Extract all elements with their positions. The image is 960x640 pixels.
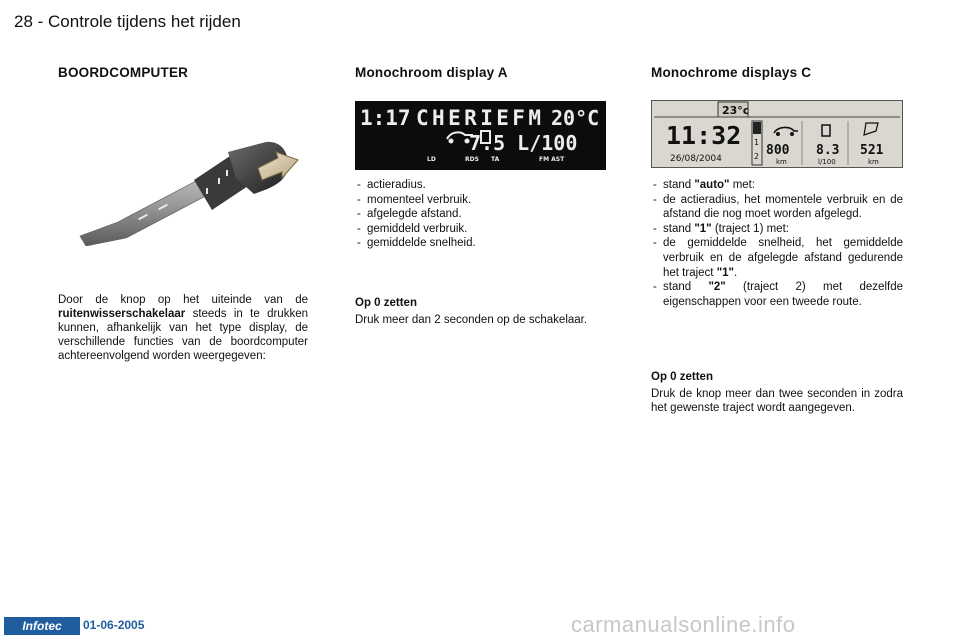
display-a-label-fm: FM AST — [539, 156, 565, 163]
list-subitem — [651, 236, 903, 280]
display-c-value-3: 521 — [860, 143, 884, 158]
finish-flag-icon — [864, 123, 878, 135]
display-c-temperature: 23°c — [722, 104, 750, 117]
boordcomputer-heading: BOORDCOMPUTER — [58, 65, 189, 80]
display-a-function-list — [355, 178, 605, 251]
wiper-stalk-illustration — [78, 138, 306, 246]
list-item: - afgelegde afstand. — [355, 207, 605, 222]
display-a-reset-heading: Op 0 zetten — [355, 297, 417, 309]
display-c-mode-list — [651, 178, 903, 309]
mode-1-trip-label: "1" — [716, 266, 735, 279]
boordcomputer-intro-text — [58, 293, 308, 363]
display-c-clock: 11:32 — [666, 121, 742, 150]
display-c-unit-1: km — [776, 158, 787, 166]
display-c-date: 26/08/2004 — [670, 154, 722, 164]
mode-1-period: . — [734, 266, 738, 279]
list-item — [651, 280, 903, 309]
print-date: 01-06-2005 — [83, 618, 145, 632]
display-c-reset-text: Druk de knop meer dan twee seconden in zodra het gewenste traject wordt aangegeven. — [651, 388, 903, 414]
display-a-label-ld: LD — [427, 156, 436, 163]
monochrome-display-c — [651, 100, 903, 168]
display-c-tab-1: 1 — [754, 138, 760, 147]
display-a-station: CHERIEFM — [416, 106, 541, 130]
mode-auto-suffix: met: — [729, 179, 756, 191]
mode-1-description: de gemiddelde snelheid, het gemiddelde verbruik en de afgelegde afstand gedurende het traject — [663, 237, 903, 279]
mode-2-description: (traject 2) met dezelfde eigenschappen voor een tweede route. — [663, 281, 903, 308]
monochrome-display-a — [355, 101, 606, 170]
display-c-value-2: 8.3 — [816, 143, 840, 158]
mode-1-label: "1" — [694, 222, 712, 235]
intro-text-rest: steeds in te drukken kunnen, afhankelijk van het type display, de verschillende functies van de boordcomputer achtereenvolgend worden weergegeven: — [58, 308, 308, 362]
mode-1-suffix: (traject 1) met: — [711, 222, 789, 235]
list-item — [651, 222, 903, 237]
display-a-heading: Monochroom display A — [355, 65, 508, 80]
display-a-clock: 1:17 — [360, 106, 411, 130]
infotec-logo: Infotec — [4, 617, 80, 635]
display-c-unit-2: l/100 — [818, 158, 836, 166]
page-title: 28 - Controle tijdens het rijden — [14, 12, 241, 31]
display-a-reset-text: Druk meer dan 2 seconden op de schakelaar. — [355, 314, 588, 326]
list-item: - gemiddeld verbruik. — [355, 222, 605, 237]
list-subitem: - de actieradius, het momentele verbruik en de afstand die nog moet worden afgelegd. — [651, 193, 903, 222]
list-item — [651, 178, 903, 193]
display-c-unit-3: km — [868, 158, 879, 166]
display-c-reset-heading: Op 0 zetten — [651, 371, 713, 383]
list-item: - actieradius. — [355, 178, 605, 193]
display-a-consumption: 7.5 L/100 — [469, 131, 578, 155]
mode-auto-label: "auto" — [694, 179, 730, 191]
auto-tab-icon — [753, 122, 761, 134]
intro-text-start: Door de knop op het uiteinde van de — [58, 294, 308, 306]
site-watermark: carmanualsonline.info — [571, 612, 796, 637]
intro-text-bold-term: ruitenwisserschakelaar — [58, 308, 186, 320]
mode-auto-prefix: stand — [663, 179, 695, 191]
mode-1-prefix: stand — [663, 222, 695, 235]
display-c-tab-2: 2 — [754, 152, 760, 161]
range-car-icon — [774, 127, 798, 136]
display-a-label-rds: RDS — [465, 156, 479, 163]
display-a-temperature: 20°C — [551, 106, 600, 130]
display-a-label-ta: TA — [491, 156, 500, 163]
display-c-heading: Monochrome displays C — [651, 65, 812, 80]
mode-2-label: "2" — [708, 281, 726, 294]
mode-2-prefix: stand — [663, 281, 709, 294]
list-item: - gemiddelde snelheid. — [355, 236, 605, 251]
fuel-pump-icon — [822, 125, 830, 136]
list-item: - momenteel verbruik. — [355, 193, 605, 208]
display-c-value-1: 800 — [766, 143, 790, 158]
